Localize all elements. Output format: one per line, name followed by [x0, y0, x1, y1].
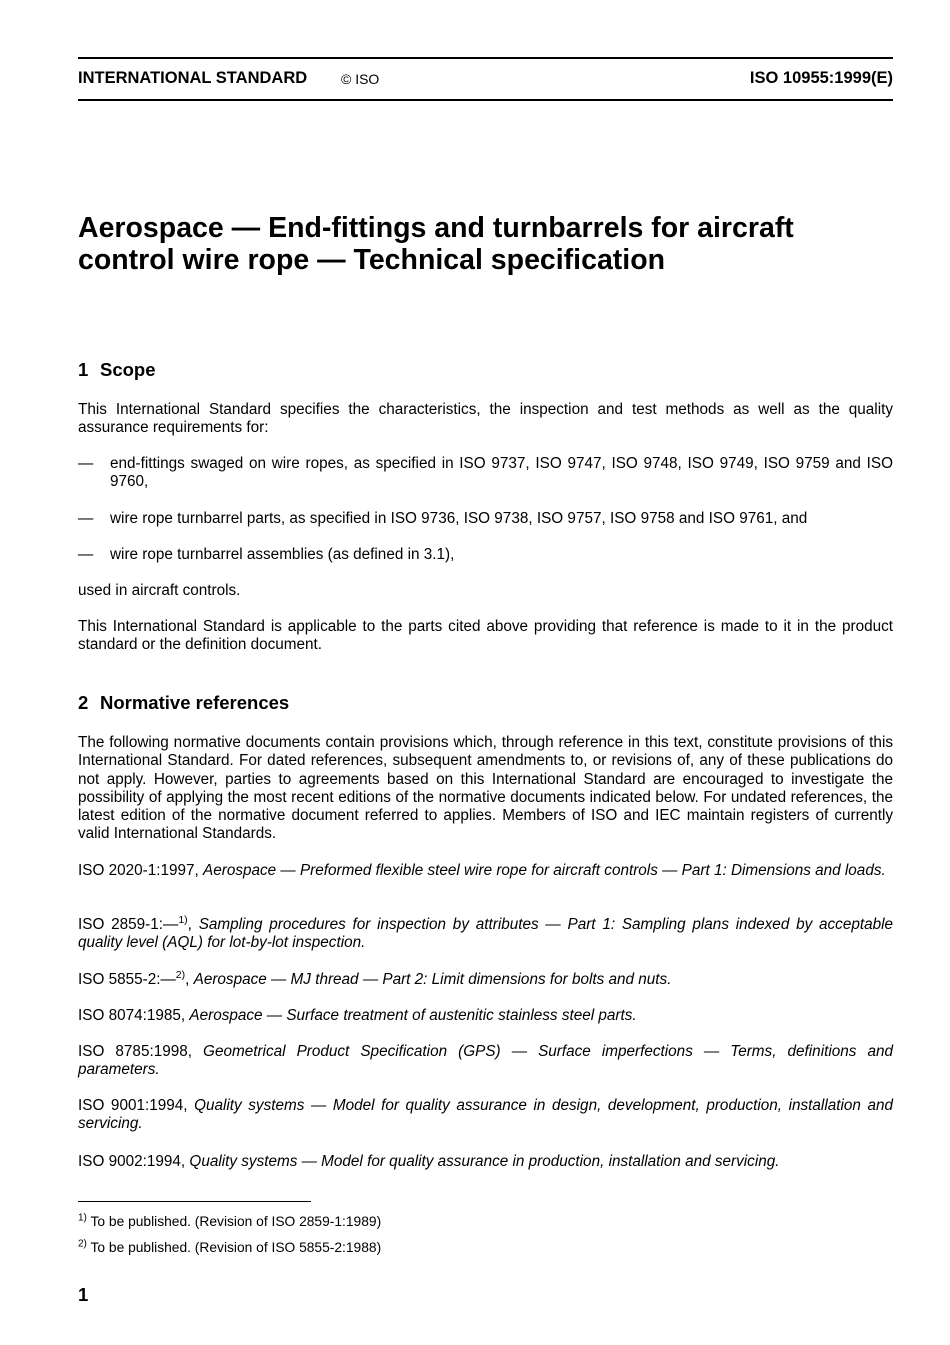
separator: ,	[185, 971, 194, 988]
reference-title: Geometrical Product Specification (GPS) — Surface imperfections — Terms, definitions and parameters.	[78, 1043, 893, 1079]
reference-entry	[78, 968, 893, 989]
running-header	[78, 69, 893, 91]
footnote-ref: 1)	[178, 913, 188, 926]
reference-code: ISO 9001:1994,	[78, 1097, 195, 1114]
document-title	[78, 212, 893, 276]
scope-item-text: wire rope turnbarrel assemblies (as defined in 3.1),	[110, 546, 455, 563]
scope-item-2	[78, 510, 893, 528]
reference-title: Sampling procedures for inspection by attributes — Part 1: Sampling plans indexed by acceptable quality level (AQL) for lot-by-lot inspection.	[78, 916, 894, 952]
reference-title: Aerospace — MJ thread — Part 2: Limit dimensions for bolts and nuts.	[193, 971, 672, 988]
reference-entry	[78, 1007, 893, 1025]
scope-item-3	[78, 546, 893, 564]
title-line-2: control wire rope — Technical specification	[78, 244, 666, 276]
reference-title: Aerospace — Preformed flexible steel wire rope for aircraft controls — Part 1: Dimensions and loads.	[203, 862, 886, 879]
reference-code: ISO 9002:1994,	[78, 1153, 190, 1170]
reference-title: Quality systems — Model for quality assurance in production, installation and servicing.	[189, 1153, 780, 1170]
reference-code: ISO 8074:1985,	[78, 1007, 190, 1024]
section-title: Scope	[100, 359, 156, 380]
footnote-ref: 2)	[175, 968, 186, 981]
section-number: 2	[78, 692, 89, 713]
reference-entry	[78, 913, 894, 953]
footnote-2	[78, 1240, 381, 1256]
reference-entry	[78, 1097, 893, 1134]
footnote-1	[78, 1214, 381, 1230]
header-rule-bottom	[78, 99, 893, 101]
reference-entry	[78, 1043, 893, 1080]
footnote-mark: 2)	[78, 1238, 87, 1250]
scope-intro: This International Standard specifies the characteristics, the inspection and test methods as well as the quality assurance requirements for:	[78, 401, 893, 437]
page-number: 1	[78, 1284, 89, 1305]
title-line-1: Aerospace — End-fittings and turnbarrels for aircraft	[78, 212, 794, 244]
footnote-text: To be published. (Revision of ISO 5855-2:1988)	[86, 1240, 382, 1255]
copyright-notice: © ISO	[341, 71, 380, 87]
reference-title: Quality systems — Model for quality assurance in design, development, production, installation and servicing.	[78, 1097, 893, 1133]
reference-title: Aerospace — Surface treatment of austenitic stainless steel parts.	[189, 1007, 637, 1024]
normative-intro: The following normative documents contain provisions which, through reference in this text, constitute provisions of this International Standard. For dated references, subsequent amendments to, or revisions of, any of these publications do not apply. However, parties to agreements based on this International Standard are encouraged to investigate the possibility of applying the most recent editions of the normative documents indicated below. For undated references, the latest edition of the normative document referred to applies. Members of ISO and IEC maintain registers of currently valid International Standards.	[78, 734, 893, 843]
scope-item-text: end-fittings swaged on wire ropes, as specified in ISO 9737, ISO 9747, ISO 9748, ISO 9749, ISO 9759 and ISO 9760,	[110, 455, 893, 491]
separator: ,	[187, 916, 199, 933]
dash-marker: —	[78, 546, 94, 563]
dash-marker: —	[78, 455, 94, 472]
section-number: 1	[78, 359, 89, 380]
header-rule-top	[78, 57, 893, 59]
doc-type: INTERNATIONAL STANDARD	[78, 69, 308, 87]
reference-entry	[78, 1153, 893, 1171]
reference-code: ISO 5855-2:—	[78, 971, 176, 988]
scope-applicability: This International Standard is applicable to the parts cited above providing that reference is made to it in the product standard or the definition document.	[78, 618, 893, 654]
section-heading-normative-references	[78, 692, 289, 714]
reference-entry	[78, 862, 893, 880]
scope-item-text: wire rope turnbarrel parts, as specified in ISO 9736, ISO 9738, ISO 9757, ISO 9758 and ISO 9761, and	[110, 510, 808, 527]
scope-used-in: used in aircraft controls.	[78, 582, 241, 599]
reference-code: ISO 2020-1:1997,	[78, 862, 204, 879]
doc-id: ISO 10955:1999(E)	[749, 69, 893, 87]
dash-marker: —	[78, 510, 94, 527]
footnote-rule	[78, 1201, 311, 1202]
reference-code: ISO 2859-1:—	[78, 916, 179, 933]
section-title: Normative references	[100, 692, 290, 713]
footnote-mark: 1)	[78, 1212, 87, 1224]
section-heading-scope	[78, 359, 156, 381]
reference-code: ISO 8785:1998,	[78, 1043, 204, 1060]
footnote-text: To be published. (Revision of ISO 2859-1:1989)	[86, 1214, 382, 1229]
scope-item-1	[78, 455, 893, 492]
